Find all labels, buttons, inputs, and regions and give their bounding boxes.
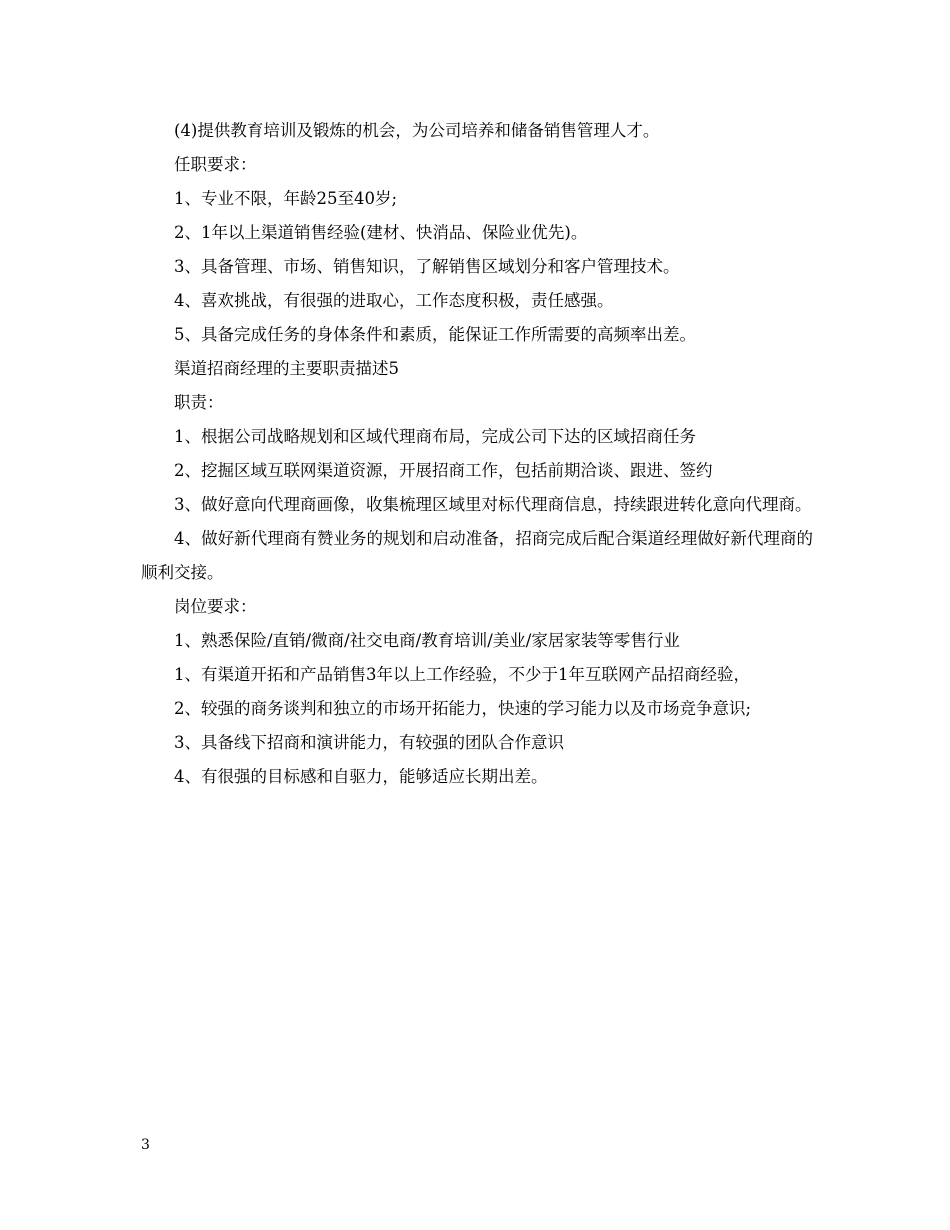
document-body (141, 114, 813, 794)
section-heading: 岗位要求： (174, 597, 257, 616)
list-item: 1、熟悉保险/直销/微商/社交电商/教育培训/美业/家居家装等零售行业 (174, 631, 680, 650)
list-item: 1、有渠道开拓和产品销售3年以上工作经验，不少于1年互联网产品招商经验， (174, 665, 750, 684)
list-item: 1、专业不限，年龄25至40岁; (174, 189, 398, 208)
list-item: 2、较强的商务谈判和独立的市场开拓能力，快速的学习能力以及市场竞争意识; (174, 699, 752, 718)
list-item: 5、具备完成任务的身体条件和素质，能保证工作所需要的高频率出差。 (174, 325, 696, 344)
section-heading: 职责： (174, 393, 224, 412)
paragraph: (4)提供教育培训及锻炼的机会，为公司培养和储备销售管理人才。 (174, 121, 660, 140)
section-title: 渠道招商经理的主要职责描述5 (174, 359, 399, 378)
list-item: 4、做好新代理商有赞业务的规划和启动准备，招商完成后配合渠道经理做好新代理商的顺利交接。 (141, 529, 813, 582)
list-item: 3、做好意向代理商画像，收集梳理区域里对标代理商信息，持续跟进转化意向代理商。 (174, 495, 812, 514)
section-heading: 任职要求： (174, 155, 257, 174)
page-number: 3 (141, 1137, 150, 1153)
list-item: 4、喜欢挑战，有很强的进取心，工作态度积极，责任感强。 (174, 291, 614, 310)
list-item: 4、有很强的目标感和自驱力，能够适应长期出差。 (174, 767, 548, 786)
list-item: 3、具备管理、市场、销售知识，了解销售区域划分和客户管理技术。 (174, 257, 680, 276)
list-item: 3、具备线下招商和演讲能力，有较强的团队合作意识 (174, 733, 564, 752)
list-item: 2、1年以上渠道销售经验(建材、快消品、保险业优先)。 (174, 223, 588, 242)
list-item: 1、根据公司战略规划和区域代理商布局，完成公司下达的区域招商任务 (174, 427, 696, 446)
list-item: 2、挖掘区域互联网渠道资源，开展招商工作，包括前期洽谈、跟进、签约 (174, 461, 713, 480)
